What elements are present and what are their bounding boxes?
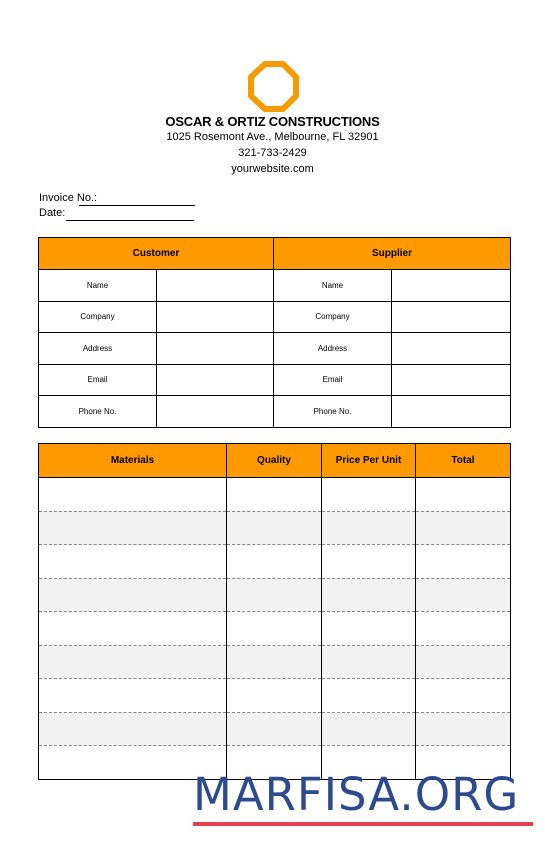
customer-name-field[interactable] — [157, 270, 274, 302]
parties-table — [38, 237, 511, 428]
watermark-text: MARFISA.ORG — [193, 768, 520, 821]
materials-cell[interactable] — [39, 511, 227, 545]
customer-address-label: Address — [39, 333, 157, 365]
quality-column-header: Quality — [227, 444, 322, 478]
table-row — [39, 612, 511, 646]
customer-company-label: Company — [39, 301, 157, 333]
quality-cell[interactable] — [227, 612, 322, 646]
table-row — [39, 545, 511, 579]
price-per-unit-cell[interactable] — [322, 578, 416, 612]
price-per-unit-cell[interactable] — [322, 645, 416, 679]
price-per-unit-column-header: Price Per Unit — [322, 444, 416, 478]
watermark-logo — [193, 770, 533, 828]
total-cell[interactable] — [416, 645, 511, 679]
total-cell[interactable] — [416, 511, 511, 545]
date-field[interactable] — [66, 220, 194, 221]
price-per-unit-cell[interactable] — [322, 478, 416, 512]
table-row — [39, 712, 511, 746]
total-cell[interactable] — [416, 478, 511, 512]
date-row — [39, 207, 65, 221]
materials-column-header: Materials — [39, 444, 227, 478]
quality-cell[interactable] — [227, 511, 322, 545]
company-address: 1025 Rosemont Ave., Melbourne, FL 32901 — [166, 131, 379, 143]
total-cell[interactable] — [416, 545, 511, 579]
price-per-unit-cell[interactable] — [322, 612, 416, 646]
invoice-number-row — [39, 192, 97, 206]
table-row — [39, 645, 511, 679]
company-phone: 321-733-2429 — [238, 147, 307, 159]
supplier-company-label: Company — [274, 301, 392, 333]
customer-email-label: Email — [39, 364, 157, 396]
price-per-unit-cell[interactable] — [322, 712, 416, 746]
materials-cell[interactable] — [39, 645, 227, 679]
customer-phone-field[interactable] — [157, 396, 274, 428]
company-website: yourwebsite.com — [231, 163, 314, 175]
table-row — [39, 511, 511, 545]
materials-cell[interactable] — [39, 612, 227, 646]
supplier-email-field[interactable] — [392, 364, 511, 396]
customer-email-field[interactable] — [157, 364, 274, 396]
quality-cell[interactable] — [227, 645, 322, 679]
table-row — [39, 679, 511, 713]
quality-cell[interactable] — [227, 578, 322, 612]
invoice-number-label: Invoice No.: — [39, 192, 98, 204]
quality-cell[interactable] — [227, 545, 322, 579]
table-row — [39, 478, 511, 512]
customer-address-field[interactable] — [157, 333, 274, 365]
company-name: OSCAR & ORTIZ CONSTRUCTIONS — [165, 114, 380, 129]
quality-cell[interactable] — [227, 679, 322, 713]
price-per-unit-cell[interactable] — [322, 511, 416, 545]
total-column-header: Total — [416, 444, 511, 478]
customer-heading: Customer — [39, 238, 274, 270]
price-per-unit-cell[interactable] — [322, 679, 416, 713]
price-per-unit-cell[interactable] — [322, 545, 416, 579]
date-label: Date: — [39, 207, 66, 219]
supplier-address-label: Address — [274, 333, 392, 365]
materials-cell[interactable] — [39, 679, 227, 713]
supplier-heading: Supplier — [274, 238, 511, 270]
invoice-number-field[interactable] — [79, 205, 195, 206]
quality-cell[interactable] — [227, 478, 322, 512]
materials-cell[interactable] — [39, 712, 227, 746]
quality-cell[interactable] — [227, 712, 322, 746]
watermark-underline — [193, 822, 533, 826]
supplier-phone-label: Phone No. — [274, 396, 392, 428]
customer-company-field[interactable] — [157, 301, 274, 333]
company-logo-icon — [248, 61, 300, 113]
total-cell[interactable] — [416, 612, 511, 646]
supplier-company-field[interactable] — [392, 301, 511, 333]
total-cell[interactable] — [416, 679, 511, 713]
materials-cell[interactable] — [39, 478, 227, 512]
supplier-address-field[interactable] — [392, 333, 511, 365]
items-table — [38, 443, 511, 780]
supplier-name-label: Name — [274, 270, 392, 302]
supplier-email-label: Email — [274, 364, 392, 396]
materials-cell[interactable] — [39, 545, 227, 579]
total-cell[interactable] — [416, 578, 511, 612]
customer-name-label: Name — [39, 270, 157, 302]
materials-cell[interactable] — [39, 578, 227, 612]
supplier-phone-field[interactable] — [392, 396, 511, 428]
total-cell[interactable] — [416, 712, 511, 746]
customer-phone-label: Phone No. — [39, 396, 157, 428]
table-row — [39, 578, 511, 612]
supplier-name-field[interactable] — [392, 270, 511, 302]
